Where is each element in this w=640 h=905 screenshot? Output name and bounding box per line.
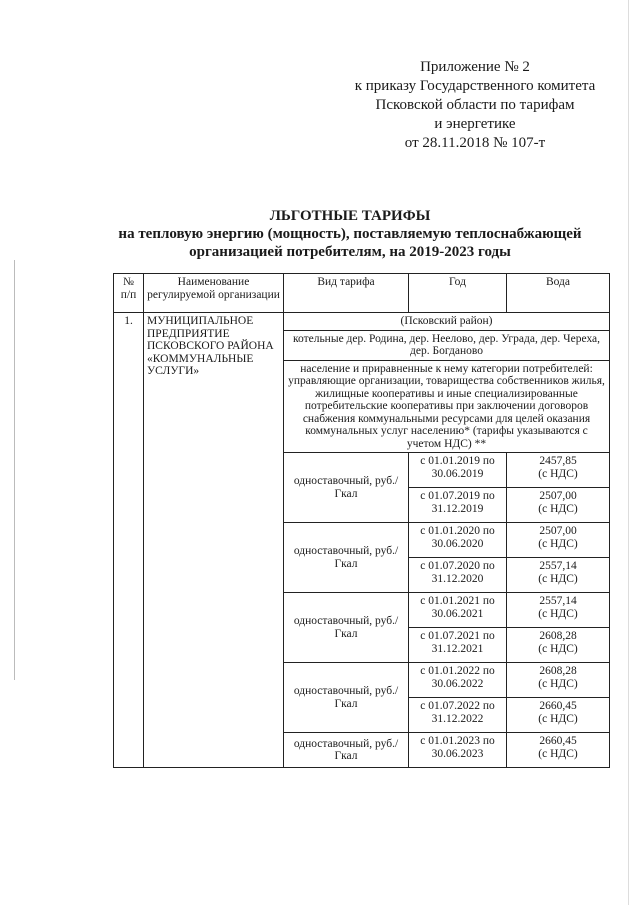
tariff-type: одноставочный, руб./Гкал xyxy=(284,453,409,523)
vat-note: (с НДС) xyxy=(538,502,578,515)
appendix-date: от 28.11.2018 № 107-т xyxy=(404,135,546,151)
appendix-committee: Псковской области по тарифам xyxy=(375,97,575,113)
title-line-2: на тепловую энергию (мощность), поставляемую теплоснабжающей xyxy=(118,226,582,242)
tariff-amount: 2457,85 xyxy=(539,455,577,467)
vat-note: (с НДС) xyxy=(538,712,578,725)
vat-note: (с НДС) xyxy=(538,537,578,550)
tariff-value xyxy=(507,628,610,663)
organization-name: МУНИЦИПАЛЬНОЕ ПРЕДПРИЯТИЕ ПСКОВСКОГО РАЙОНА «КОММУНАЛЬНЫЕ УСЛУГИ» xyxy=(144,313,284,768)
tariff-period: с 01.07.2019 по 31.12.2019 xyxy=(409,488,507,523)
vat-note: (с НДС) xyxy=(538,572,578,585)
vat-note: (с НДС) xyxy=(538,642,578,655)
tariff-type: одноставочный, руб./Гкал xyxy=(284,593,409,663)
appendix-number: Приложение № 2 xyxy=(420,59,530,75)
tariff-table xyxy=(113,273,610,768)
vat-note: (с НДС) xyxy=(538,747,578,760)
tariff-value xyxy=(507,453,610,488)
tariff-amount: 2557,14 xyxy=(539,560,577,572)
row-number: 1. xyxy=(114,313,144,768)
tariff-period: с 01.01.2020 по 30.06.2020 xyxy=(409,523,507,558)
vat-note: (с НДС) xyxy=(538,607,578,620)
tariff-value xyxy=(507,488,610,523)
scan-edge-left xyxy=(14,260,15,680)
tariff-amount: 2557,14 xyxy=(539,595,577,607)
header-water: Вода xyxy=(507,274,610,313)
tariff-period: с 01.01.2023 по 30.06.2023 xyxy=(409,733,507,768)
tariff-type: одноставочный, руб./Гкал xyxy=(284,733,409,768)
tariff-period: с 01.07.2021 по 31.12.2021 xyxy=(409,628,507,663)
tariff-amount: 2507,00 xyxy=(539,525,577,537)
vat-note: (с НДС) xyxy=(538,677,578,690)
header-year: Год xyxy=(409,274,507,313)
tariff-type: одноставочный, руб./Гкал xyxy=(284,523,409,593)
appendix-order: к приказу Государственного комитета xyxy=(354,78,596,94)
title-line-1: ЛЬГОТНЫЕ ТАРИФЫ xyxy=(269,208,431,224)
boiler-houses: котельные дер. Родина, дер. Неелово, дер. Уграда, дер. Череха, дер. Богданово xyxy=(284,330,610,360)
tariff-period: с 01.01.2019 по 30.06.2019 xyxy=(409,453,507,488)
tariff-type: одноставочный, руб./Гкал xyxy=(284,663,409,733)
tariff-amount: 2507,00 xyxy=(539,490,577,502)
header-num: № п/п xyxy=(114,274,144,313)
tariff-value xyxy=(507,698,610,733)
tariff-period: с 01.01.2022 по 30.06.2022 xyxy=(409,663,507,698)
table-header-row xyxy=(114,274,610,313)
table-row xyxy=(114,313,610,331)
header-organization: Наименование регулируемой организации xyxy=(144,274,284,313)
tariff-amount: 2608,28 xyxy=(539,665,577,677)
tariff-value xyxy=(507,663,610,698)
tariff-period: с 01.01.2021 по 30.06.2021 xyxy=(409,593,507,628)
tariff-amount: 2660,45 xyxy=(539,700,577,712)
tariff-value xyxy=(507,593,610,628)
consumer-category: население и приравненные к нему категории потребителей: управляющие организации, товарищества собственников жилья, жилищные кооперативы и иные специализированные потребительские кооперативы при заключении договоров снабжения коммунальными ресурсами для целей оказания коммунальных услуг населению* (тарифы указываются с учетом НДС) ** xyxy=(284,360,610,453)
appendix-energy: и энергетике xyxy=(434,116,516,132)
tariff-period: с 01.07.2022 по 31.12.2022 xyxy=(409,698,507,733)
title-line-3: организацией потребителям, на 2019-2023 годы xyxy=(189,244,511,260)
tariff-value xyxy=(507,733,610,768)
district: (Псковский район) xyxy=(284,313,610,331)
tariff-period: с 01.07.2020 по 31.12.2020 xyxy=(409,558,507,593)
tariff-amount: 2608,28 xyxy=(539,630,577,642)
vat-note: (с НДС) xyxy=(538,467,578,480)
document-title xyxy=(90,207,610,261)
tariff-value xyxy=(507,523,610,558)
tariff-value xyxy=(507,558,610,593)
tariff-amount: 2660,45 xyxy=(539,735,577,747)
header-tariff-type: Вид тарифа xyxy=(284,274,409,313)
appendix-header xyxy=(340,58,610,153)
scan-edge-right xyxy=(628,0,629,905)
